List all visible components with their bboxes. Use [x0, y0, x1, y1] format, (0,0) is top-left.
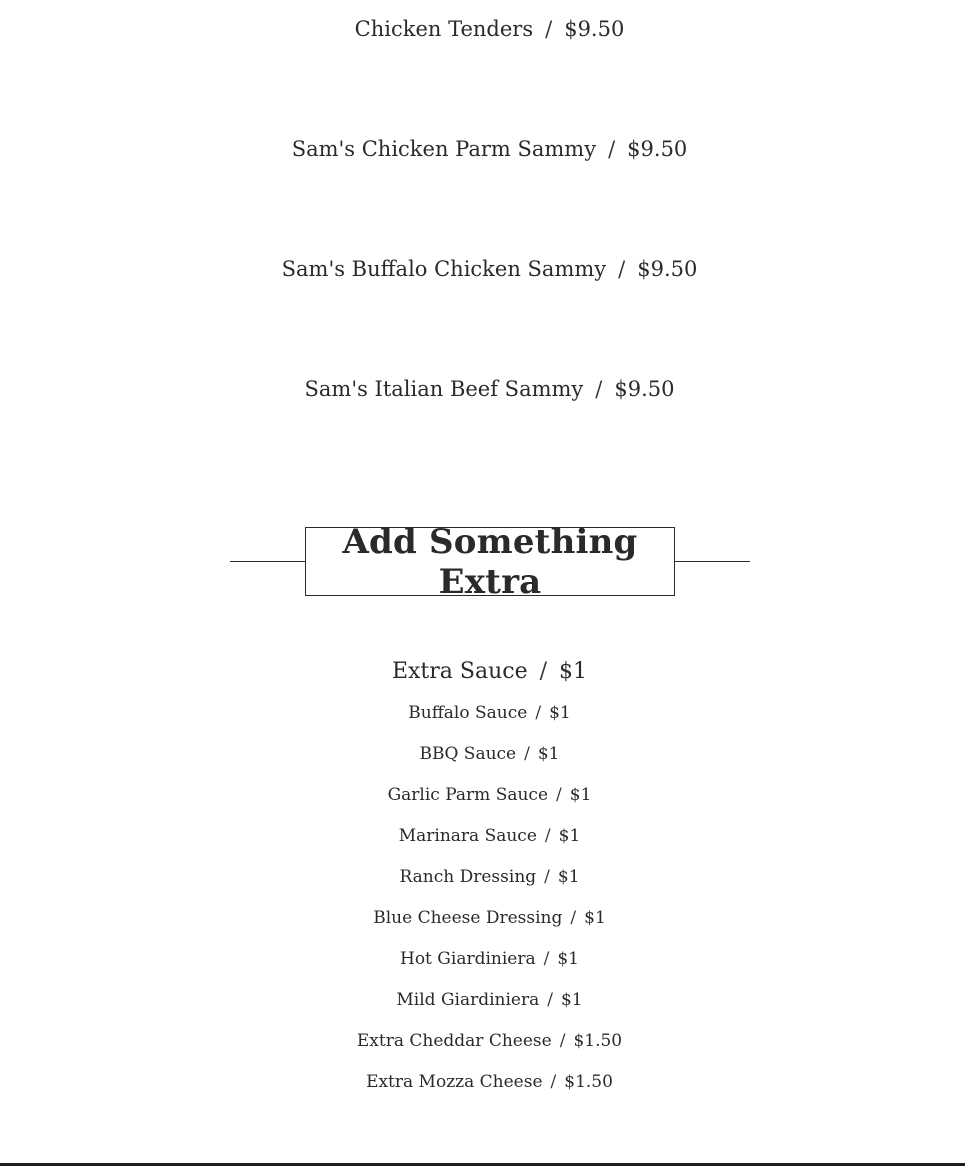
extra-item-name: Extra Mozza Cheese — [366, 1072, 543, 1092]
extra-item — [0, 746, 965, 763]
header-divider-left — [230, 561, 305, 562]
extra-item — [0, 1033, 965, 1050]
section-header — [230, 521, 750, 602]
menu-item-name: Chicken Tenders — [354, 17, 534, 41]
extra-item-separator: / — [559, 1031, 566, 1051]
extra-item-separator: / — [543, 949, 550, 969]
extra-item — [0, 869, 965, 886]
extra-item-name: Mild Giardiniera — [396, 990, 540, 1010]
menu-item-price: $9.50 — [614, 377, 675, 401]
extra-item-separator: / — [547, 990, 553, 1010]
menu-item-separator: / — [608, 137, 616, 161]
menu-item-name: Sam's Chicken Parm Sammy — [291, 137, 597, 161]
extra-item — [0, 910, 965, 927]
extra-item-price: $1 — [584, 908, 606, 928]
menu-item-name: Sam's Buffalo Chicken Sammy — [281, 257, 607, 281]
menu-item-separator: / — [595, 377, 603, 401]
extra-item — [0, 1074, 965, 1091]
extra-item-price: $1 — [560, 990, 583, 1010]
extra-item-separator: / — [550, 1072, 557, 1092]
extra-item-price: $1 — [537, 744, 560, 764]
header-divider-right — [675, 561, 750, 562]
extras-heading — [0, 661, 965, 683]
extra-item — [0, 992, 965, 1009]
extra-item-price: $1 — [558, 826, 581, 846]
extra-item-name: BBQ Sauce — [419, 744, 517, 764]
menu-item — [0, 379, 965, 400]
extra-item-name: Ranch Dressing — [399, 867, 537, 887]
extra-item-separator: / — [544, 867, 550, 887]
extra-item — [0, 951, 965, 968]
extra-item-separator: / — [556, 785, 562, 805]
extras-heading-price: $1 — [559, 659, 588, 684]
extra-item-price: $1 — [557, 949, 579, 969]
extra-item — [0, 705, 965, 722]
extra-item-name: Blue Cheese Dressing — [373, 908, 563, 928]
menu-item — [0, 19, 965, 40]
extra-item-name: Garlic Parm Sauce — [387, 785, 549, 805]
extra-item-name: Marinara Sauce — [398, 826, 537, 846]
extra-item-separator: / — [544, 826, 551, 846]
section-title: Add Something Extra — [342, 521, 638, 602]
extras-heading-separator: / — [539, 659, 548, 684]
menu-item — [0, 139, 965, 160]
extra-item-name: Hot Giardiniera — [400, 949, 536, 969]
extras-heading-name: Extra Sauce — [391, 659, 528, 684]
extra-item-name: Extra Cheddar Cheese — [356, 1031, 552, 1051]
extra-item-separator: / — [535, 703, 542, 723]
section-title-box — [305, 521, 675, 602]
menu-item — [0, 259, 965, 280]
extra-item-separator: / — [570, 908, 577, 928]
extra-item-price: $1.50 — [573, 1031, 623, 1051]
extra-item-price: $1 — [557, 867, 580, 887]
menu-item-name: Sam's Italian Beef Sammy — [304, 377, 584, 401]
menu-item-separator: / — [618, 257, 626, 281]
extra-item-name: Buffalo Sauce — [408, 703, 528, 723]
menu-item-separator: / — [545, 17, 553, 41]
menu-item-price: $9.50 — [564, 17, 625, 41]
extra-item-price: $1 — [549, 703, 571, 723]
menu-item-price: $9.50 — [637, 257, 698, 281]
extra-item-price: $1 — [569, 785, 592, 805]
menu-item-price: $9.50 — [627, 137, 688, 161]
extra-item-separator: / — [524, 744, 530, 764]
extra-item — [0, 828, 965, 845]
extra-item — [0, 787, 965, 804]
extra-item-price: $1.50 — [564, 1072, 613, 1092]
